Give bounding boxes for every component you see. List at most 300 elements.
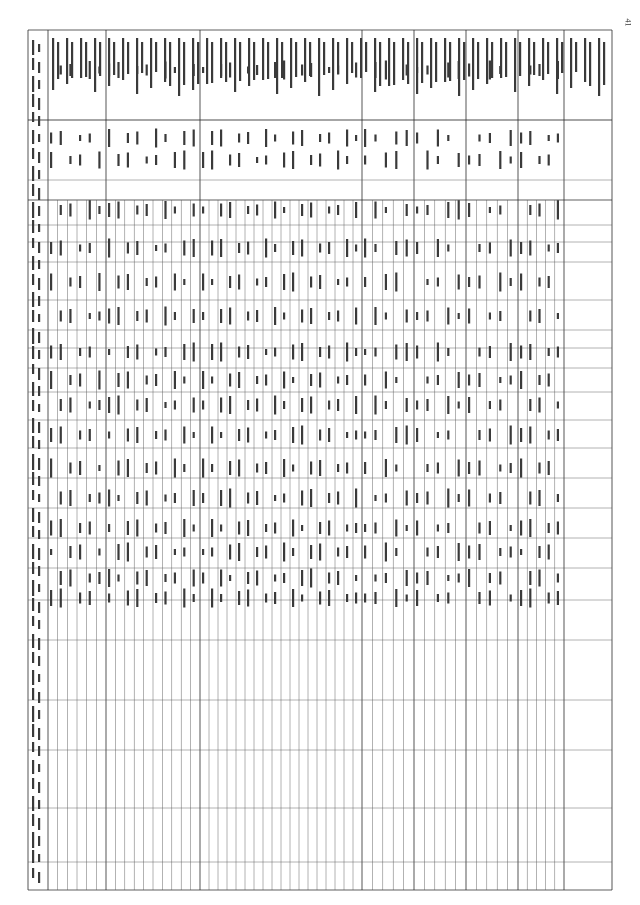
unreadable-cell-text <box>174 67 176 73</box>
unreadable-header-text <box>197 42 199 84</box>
unreadable-header-text <box>169 42 171 86</box>
unreadable-cell-text <box>319 275 321 289</box>
unreadable-header-text <box>393 42 395 85</box>
unreadable-cell-text <box>489 313 491 320</box>
unreadable-label-text <box>32 382 34 396</box>
unreadable-header-text <box>570 38 572 88</box>
unreadable-cell-text <box>193 398 195 413</box>
unreadable-cell-text <box>520 346 522 359</box>
unreadable-cell-text <box>69 490 71 506</box>
unreadable-header-text <box>94 38 96 92</box>
unreadable-cell-text <box>395 427 397 443</box>
unreadable-cell-text <box>346 130 348 147</box>
unreadable-cell-text <box>447 202 449 218</box>
unreadable-cell-text <box>416 312 418 320</box>
unreadable-cell-text <box>499 400 501 411</box>
unreadable-cell-text <box>416 573 418 584</box>
unreadable-cell-text <box>385 459 387 477</box>
unreadable-cell-text <box>437 463 439 474</box>
unreadable-header-text <box>598 38 600 96</box>
unreadable-cell-text <box>385 207 387 213</box>
unreadable-label-text <box>32 346 34 359</box>
unreadable-cell-text <box>247 345 249 359</box>
unreadable-cell-text <box>108 569 110 587</box>
unreadable-cell-text <box>406 130 408 146</box>
unreadable-cell-text <box>437 343 439 362</box>
unreadable-cell-text <box>117 461 119 476</box>
unreadable-cell-text <box>538 309 540 323</box>
unreadable-cell-text <box>319 544 321 561</box>
unreadable-label-text <box>38 548 40 560</box>
unreadable-cell-text <box>301 130 303 146</box>
unreadable-cell-text <box>538 570 540 587</box>
unreadable-header-text <box>472 38 474 90</box>
unreadable-cell-text <box>499 492 501 504</box>
unreadable-cell-text <box>220 432 222 438</box>
unreadable-cell-text <box>274 430 276 440</box>
unreadable-cell-text <box>328 207 330 214</box>
unreadable-cell-text <box>265 129 267 147</box>
unreadable-cell-text <box>292 241 294 255</box>
unreadable-cell-text <box>193 343 195 362</box>
unreadable-cell-text <box>437 278 439 287</box>
unreadable-cell-text <box>301 595 303 602</box>
unreadable-cell-text <box>211 241 213 256</box>
unreadable-cell-text <box>510 157 512 164</box>
unreadable-cell-text <box>79 348 81 356</box>
unreadable-cell-text <box>385 153 387 168</box>
unreadable-cell-text <box>274 348 276 357</box>
unreadable-cell-text <box>346 343 348 362</box>
unreadable-cell-text <box>319 460 321 476</box>
unreadable-cell-text <box>108 203 110 217</box>
unreadable-cell-text <box>346 432 348 438</box>
unreadable-cell-text <box>164 134 166 142</box>
unreadable-cell-text <box>538 156 540 164</box>
unreadable-cell-text <box>489 346 491 358</box>
unreadable-cell-text <box>50 549 52 555</box>
unreadable-cell-text <box>292 520 294 537</box>
unreadable-cell-text <box>146 310 148 323</box>
unreadable-cell-text <box>60 571 62 585</box>
unreadable-cell-text <box>60 311 62 322</box>
unreadable-cell-text <box>238 372 240 388</box>
unreadable-cell-text <box>238 522 240 535</box>
unreadable-cell-text <box>557 494 559 502</box>
unreadable-cell-text <box>117 396 119 415</box>
unreadable-cell-text <box>256 376 258 384</box>
unreadable-cell-text <box>238 275 240 290</box>
unreadable-cell-text <box>265 156 267 165</box>
unreadable-cell-text <box>337 548 339 557</box>
unreadable-cell-text <box>406 204 408 216</box>
unreadable-cell-text <box>174 573 176 584</box>
unreadable-cell-text <box>274 307 276 325</box>
unreadable-cell-text <box>283 207 285 213</box>
unreadable-cell-text <box>283 372 285 389</box>
unreadable-cell-text <box>301 310 303 323</box>
unreadable-label-text <box>38 476 40 486</box>
unreadable-label-text <box>38 692 40 703</box>
unreadable-cell-text <box>468 309 470 324</box>
unreadable-cell-text <box>220 343 222 362</box>
unreadable-cell-text <box>468 569 470 587</box>
unreadable-cell-text <box>489 133 491 143</box>
unreadable-cell-text <box>283 573 285 583</box>
unreadable-cell-text <box>247 312 249 321</box>
unreadable-cell-text <box>395 132 397 145</box>
unreadable-cell-text <box>529 344 531 360</box>
unreadable-cell-text <box>529 311 531 322</box>
unreadable-label-text <box>38 116 40 126</box>
unreadable-cell-text <box>79 135 81 141</box>
unreadable-cell-text <box>69 278 71 287</box>
unreadable-header-text <box>323 42 325 75</box>
unreadable-cell-text <box>256 65 258 75</box>
unreadable-cell-text <box>146 491 148 506</box>
unreadable-label-text <box>38 296 40 306</box>
unreadable-cell-text <box>220 525 222 532</box>
unreadable-cell-text <box>364 524 366 532</box>
unreadable-header-text <box>108 38 110 86</box>
unreadable-cell-text <box>256 310 258 322</box>
unreadable-cell-text <box>426 311 428 322</box>
unreadable-cell-text <box>529 399 531 411</box>
unreadable-cell-text <box>489 573 491 583</box>
unreadable-cell-text <box>60 519 62 537</box>
unreadable-cell-text <box>337 279 339 285</box>
unreadable-header-text <box>164 38 166 82</box>
unreadable-cell-text <box>229 575 231 581</box>
unreadable-cell-text <box>426 66 428 75</box>
unreadable-cell-text <box>247 400 249 410</box>
unreadable-cell-text <box>416 493 418 503</box>
unreadable-cell-text <box>117 62 119 78</box>
unreadable-cell-text <box>548 245 550 252</box>
unreadable-cell-text <box>548 431 550 440</box>
unreadable-cell-text <box>108 432 110 439</box>
unreadable-cell-text <box>406 595 408 602</box>
unreadable-cell-text <box>136 345 138 360</box>
unreadable-header-text <box>584 38 586 82</box>
unreadable-cell-text <box>385 372 387 389</box>
unreadable-cell-text <box>220 239 222 257</box>
unreadable-cell-text <box>265 524 267 532</box>
unreadable-label-text <box>32 76 34 92</box>
unreadable-cell-text <box>229 276 231 288</box>
unreadable-cell-text <box>202 371 204 389</box>
unreadable-cell-text <box>319 522 321 534</box>
unreadable-cell-text <box>458 153 460 167</box>
unreadable-cell-text <box>60 131 62 145</box>
unreadable-cell-text <box>89 522 91 535</box>
unreadable-cell-text <box>310 462 312 475</box>
unreadable-cell-text <box>437 432 439 438</box>
unreadable-label-text <box>32 94 34 107</box>
unreadable-cell-text <box>155 431 157 439</box>
unreadable-cell-text <box>520 242 522 254</box>
unreadable-cell-text <box>274 202 276 219</box>
unreadable-cell-text <box>50 242 52 254</box>
unreadable-cell-text <box>136 520 138 537</box>
unreadable-cell-text <box>364 156 366 165</box>
unreadable-cell-text <box>395 345 397 360</box>
unreadable-cell-text <box>337 399 339 411</box>
unreadable-cell-text <box>238 543 240 561</box>
unreadable-cell-text <box>274 62 276 78</box>
unreadable-header-text <box>589 42 591 86</box>
unreadable-cell-text <box>319 347 321 357</box>
unreadable-header-text <box>435 42 437 82</box>
unreadable-cell-text <box>328 67 330 73</box>
unreadable-cell-text <box>489 243 491 254</box>
unreadable-label-text <box>32 652 34 663</box>
unreadable-cell-text <box>395 520 397 537</box>
unreadable-cell-text <box>328 133 330 144</box>
unreadable-cell-text <box>283 459 285 477</box>
unreadable-cell-text <box>238 134 240 143</box>
unreadable-cell-text <box>510 595 512 602</box>
unreadable-cell-text <box>50 590 52 606</box>
unreadable-cell-text <box>292 151 294 169</box>
unreadable-cell-text <box>89 494 91 502</box>
unreadable-cell-text <box>406 240 408 257</box>
unreadable-header-text <box>528 38 530 86</box>
unreadable-label-text <box>32 760 34 774</box>
unreadable-cell-text <box>529 427 531 444</box>
unreadable-cell-text <box>229 374 231 387</box>
unreadable-cell-text <box>529 492 531 505</box>
unreadable-cell-text <box>548 523 550 533</box>
unreadable-cell-text <box>98 273 100 291</box>
unreadable-cell-text <box>364 239 366 258</box>
unreadable-cell-text <box>548 276 550 288</box>
unreadable-cell-text <box>395 377 397 383</box>
unreadable-cell-text <box>301 204 303 216</box>
unreadable-cell-text <box>548 593 550 604</box>
unreadable-header-text <box>52 38 54 90</box>
unreadable-cell-text <box>256 157 258 163</box>
unreadable-cell-text <box>79 276 81 288</box>
unreadable-cell-text <box>374 307 376 325</box>
unreadable-cell-text <box>499 151 501 169</box>
unreadable-cell-text <box>478 373 480 387</box>
unreadable-label-text <box>38 836 40 846</box>
unreadable-label-text <box>32 742 34 752</box>
unreadable-cell-text <box>247 520 249 536</box>
unreadable-cell-text <box>557 591 559 605</box>
unreadable-header-text <box>225 42 227 82</box>
unreadable-label-text <box>38 458 40 470</box>
unreadable-cell-text <box>468 490 470 507</box>
unreadable-cell-text <box>337 464 339 472</box>
unreadable-label-text <box>32 328 34 344</box>
unreadable-cell-text <box>146 570 148 586</box>
unreadable-label-text <box>38 800 40 809</box>
unreadable-cell-text <box>416 242 418 254</box>
unreadable-cell-text <box>50 274 52 291</box>
unreadable-header-text <box>136 38 138 94</box>
unreadable-cell-text <box>355 245 357 252</box>
unreadable-cell-text <box>69 463 71 474</box>
unreadable-cell-text <box>489 591 491 606</box>
unreadable-cell-text <box>256 464 258 473</box>
unreadable-header-text <box>500 38 502 78</box>
unreadable-cell-text <box>117 575 119 582</box>
unreadable-cell-text <box>202 152 204 168</box>
unreadable-cell-text <box>395 548 397 556</box>
unreadable-label-text <box>38 674 40 682</box>
unreadable-header-text <box>542 38 544 80</box>
unreadable-cell-text <box>174 459 176 478</box>
unreadable-header-text <box>155 42 157 72</box>
unreadable-cell-text <box>406 343 408 361</box>
unreadable-header-text <box>421 42 423 83</box>
unreadable-cell-text <box>211 519 213 537</box>
unreadable-cell-text <box>364 349 366 355</box>
unreadable-cell-text <box>274 135 276 142</box>
unreadable-cell-text <box>538 463 540 474</box>
unreadable-cell-text <box>385 61 387 80</box>
unreadable-cell-text <box>108 309 110 324</box>
unreadable-cell-text <box>89 134 91 143</box>
unreadable-label-text <box>32 58 34 70</box>
unreadable-header-text <box>57 42 59 79</box>
unreadable-header-text <box>603 42 605 85</box>
unreadable-cell-text <box>355 523 357 533</box>
unreadable-cell-text <box>385 401 387 409</box>
unreadable-cell-text <box>136 492 138 504</box>
unreadable-cell-text <box>283 543 285 562</box>
unreadable-cell-text <box>437 239 439 257</box>
unreadable-cell-text <box>468 277 470 287</box>
unreadable-cell-text <box>155 524 157 533</box>
unreadable-cell-text <box>374 396 376 415</box>
unreadable-cell-text <box>229 545 231 560</box>
unreadable-cell-text <box>310 308 312 324</box>
unreadable-cell-text <box>193 239 195 257</box>
unreadable-cell-text <box>499 273 501 292</box>
unreadable-label-text <box>32 580 34 596</box>
unreadable-cell-text <box>510 426 512 445</box>
unreadable-label-text <box>32 364 34 374</box>
unreadable-cell-text <box>155 129 157 148</box>
unreadable-header-text <box>178 38 180 96</box>
unreadable-cell-text <box>183 279 185 285</box>
unreadable-label-text <box>32 454 34 470</box>
unreadable-cell-text <box>155 245 157 251</box>
unreadable-cell-text <box>146 278 148 286</box>
unreadable-cell-text <box>520 459 522 478</box>
unreadable-cell-text <box>274 396 276 415</box>
unreadable-cell-text <box>529 589 531 608</box>
unreadable-cell-text <box>301 525 303 531</box>
unreadable-header-text <box>80 38 82 78</box>
unreadable-cell-text <box>146 376 148 385</box>
unreadable-cell-text <box>529 205 531 215</box>
unreadable-cell-text <box>183 548 185 557</box>
unreadable-cell-text <box>174 274 176 291</box>
unreadable-cell-text <box>538 278 540 287</box>
unreadable-cell-text <box>319 244 321 253</box>
unreadable-cell-text <box>538 375 540 385</box>
unreadable-cell-text <box>301 65 303 76</box>
unreadable-label-text <box>38 188 40 200</box>
unreadable-cell-text <box>346 463 348 474</box>
unreadable-cell-text <box>50 459 52 478</box>
unreadable-cell-text <box>108 349 110 355</box>
unreadable-cell-text <box>319 134 321 142</box>
unreadable-cell-text <box>79 245 81 252</box>
unreadable-cell-text <box>385 573 387 583</box>
unreadable-cell-text <box>489 207 491 213</box>
unreadable-cell-text <box>220 398 222 413</box>
unreadable-cell-text <box>174 493 176 503</box>
unreadable-cell-text <box>510 343 512 361</box>
unreadable-cell-text <box>108 239 110 258</box>
unreadable-cell-text <box>395 151 397 169</box>
unreadable-header-text <box>430 38 432 88</box>
unreadable-header-text <box>449 42 451 81</box>
unreadable-cell-text <box>385 494 387 503</box>
unreadable-cell-text <box>355 593 357 604</box>
unreadable-label-text <box>32 868 34 878</box>
unreadable-cell-text <box>220 204 222 217</box>
unreadable-cell-text <box>155 593 157 603</box>
unreadable-header-text <box>276 38 278 94</box>
unreadable-cell-text <box>538 490 540 506</box>
unreadable-header-text <box>388 38 390 86</box>
unreadable-header-text <box>127 42 129 74</box>
unreadable-cell-text <box>328 573 330 584</box>
unreadable-cell-text <box>247 428 249 443</box>
unreadable-cell-text <box>69 375 71 385</box>
unreadable-cell-text <box>202 459 204 478</box>
unreadable-cell-text <box>60 427 62 444</box>
unreadable-label-text <box>32 130 34 144</box>
unreadable-cell-text <box>548 135 550 141</box>
unreadable-cell-text <box>136 589 138 607</box>
unreadable-cell-text <box>437 546 439 558</box>
unreadable-cell-text <box>164 307 166 326</box>
unreadable-cell-text <box>183 519 185 537</box>
unreadable-label-text <box>32 202 34 218</box>
unreadable-cell-text <box>355 308 357 325</box>
unreadable-cell-text <box>229 63 231 78</box>
unreadable-cell-text <box>79 593 81 604</box>
unreadable-cell-text <box>136 311 138 321</box>
unreadable-label-text <box>32 724 34 737</box>
unreadable-cell-text <box>520 549 522 555</box>
unreadable-header-text <box>239 42 241 81</box>
unreadable-cell-text <box>50 346 52 359</box>
unreadable-cell-text <box>202 312 204 320</box>
unreadable-cell-text <box>127 133 129 143</box>
unreadable-cell-text <box>416 590 418 606</box>
unreadable-header-text <box>575 42 577 72</box>
unreadable-cell-text <box>211 344 213 360</box>
unreadable-cell-text <box>174 312 176 320</box>
page-number: 41 <box>623 18 633 27</box>
unreadable-label-text <box>38 782 40 793</box>
unreadable-cell-text <box>50 428 52 442</box>
unreadable-label-text <box>32 778 34 789</box>
unreadable-header-text <box>407 42 409 84</box>
unreadable-cell-text <box>548 461 550 475</box>
unreadable-cell-text <box>146 65 148 76</box>
unreadable-cell-text <box>211 279 213 285</box>
unreadable-cell-text <box>458 543 460 561</box>
